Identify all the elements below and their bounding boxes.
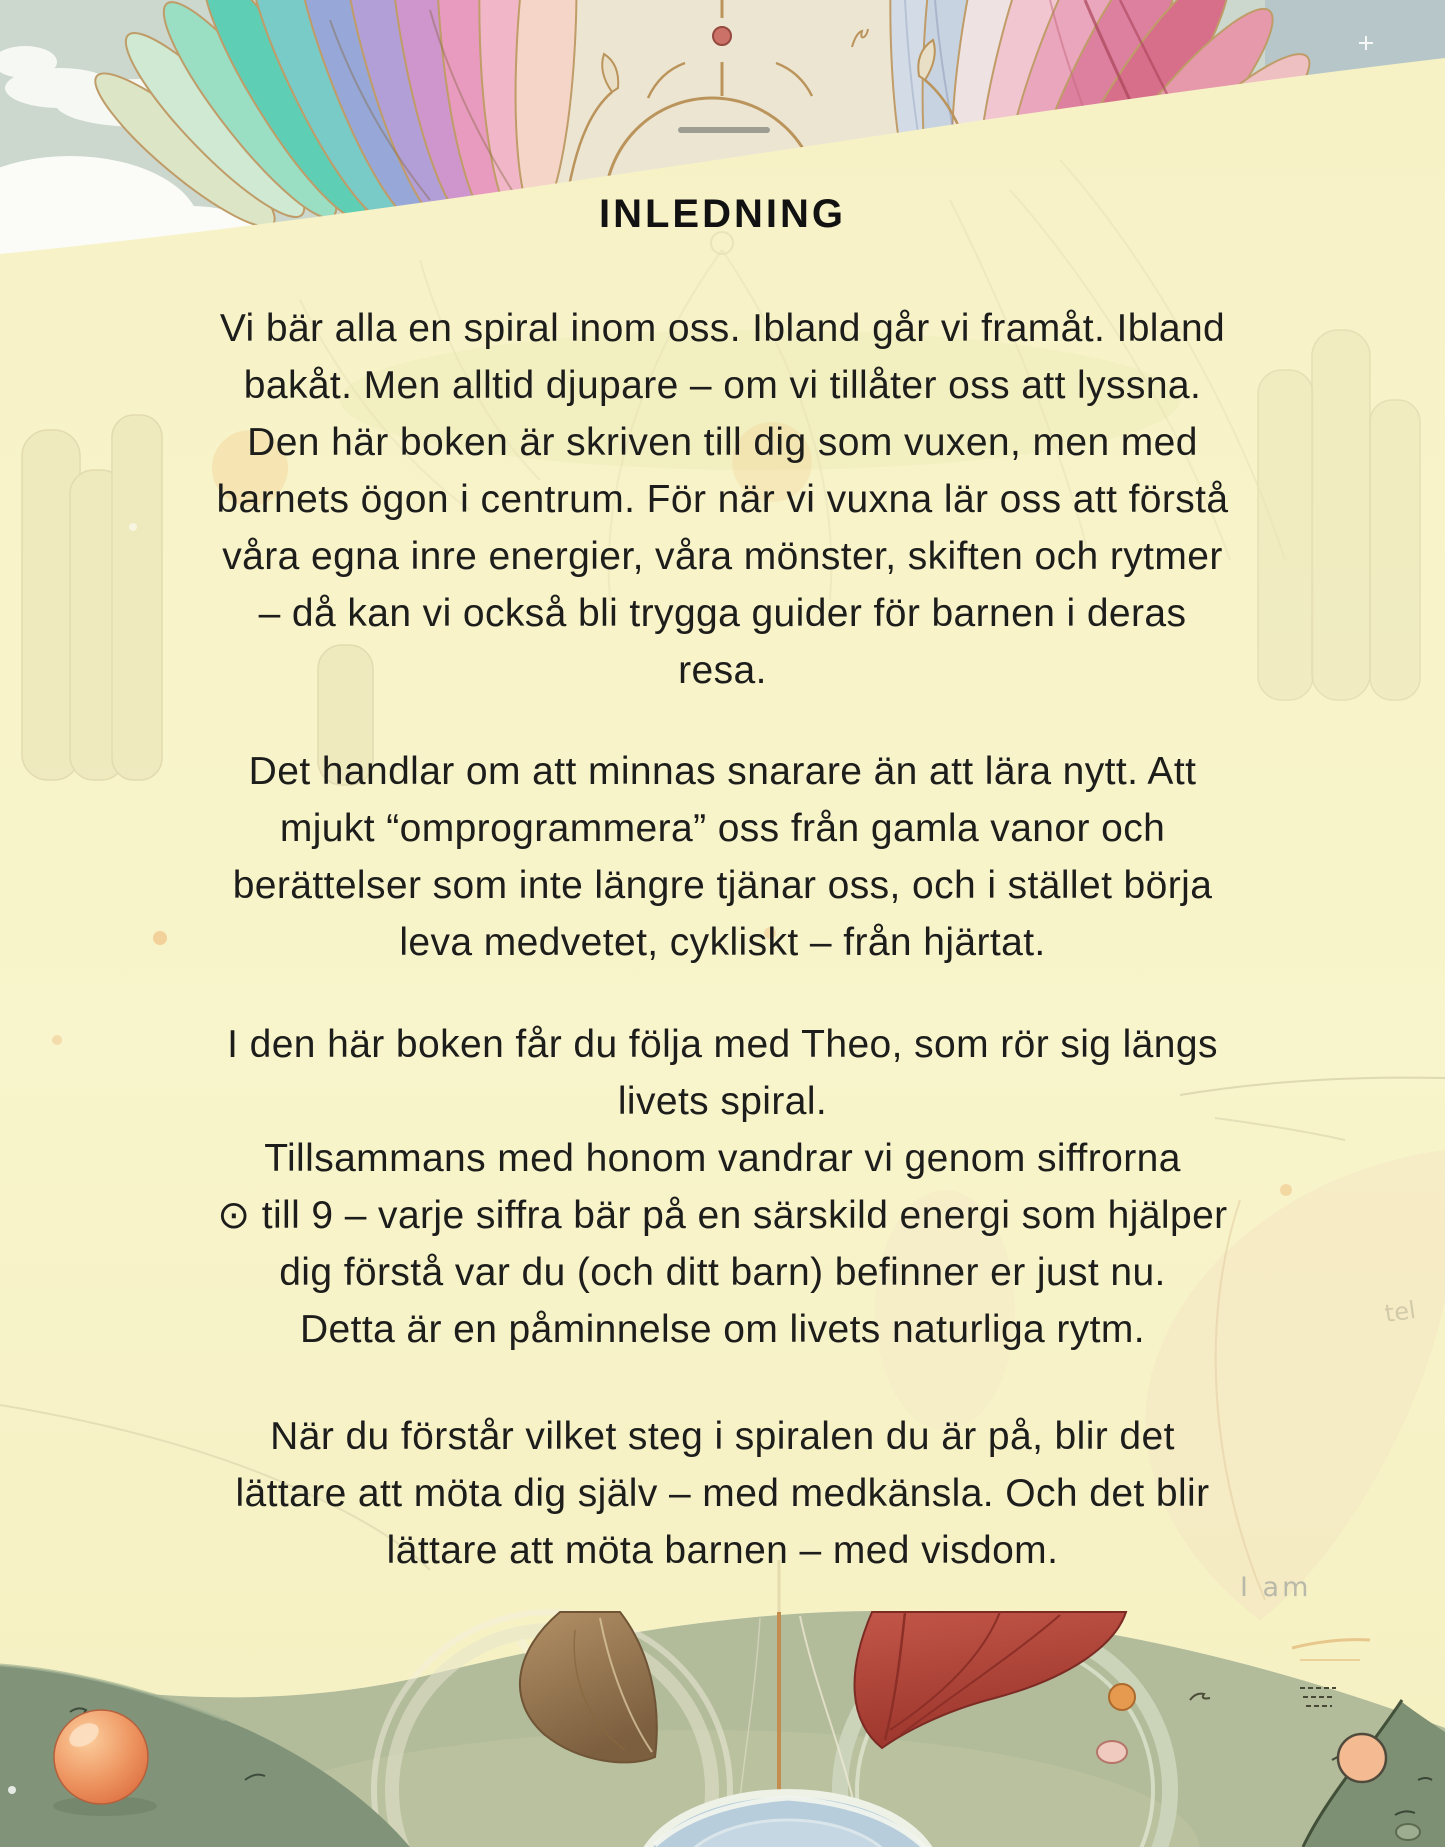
text-line: lättare att möta barnen – med visdom. — [386, 1529, 1059, 1572]
text-line: bakåt. Men alltid djupare – om vi tillåter oss att lyssna. — [243, 364, 1202, 407]
text-line: våra egna inre energier, våra mönster, skiften och rytmer — [222, 535, 1223, 578]
text-line: Detta är en påminnelse om livets naturliga rytm. — [299, 1308, 1146, 1351]
text-line: mjukt “omprogrammera” oss från gamla vanor och — [279, 807, 1166, 850]
paragraph-3 — [53, 1016, 1393, 1358]
text-line: När du förstår vilket steg i spiralen du är på, blir det — [270, 1415, 1175, 1458]
watermark-tel: tel — [1382, 1295, 1418, 1328]
text-line: Det handlar om att minnas snarare än att lära nytt. Att — [248, 750, 1197, 793]
paragraph-2 — [53, 743, 1393, 971]
orange-ball-illustration — [54, 1710, 148, 1804]
text-line: leva medvetet, cykliskt – från hjärtat. — [399, 921, 1046, 964]
text-line: resa. — [678, 649, 767, 692]
paragraph-4 — [53, 1408, 1393, 1579]
text-line: dig förstå var du (och ditt barn) befinner er just nu. — [279, 1251, 1166, 1294]
text-line: Tillsammans med honom vandrar vi genom siffrorna — [264, 1137, 1181, 1180]
text-line: lättare att möta dig själv – med medkänsla. Och det blir — [235, 1472, 1210, 1515]
paragraph-1 — [53, 300, 1393, 699]
text-line: livets spiral. — [617, 1080, 828, 1123]
intro-text — [53, 300, 1393, 1579]
text-line: Den här boken är skriven till dig som vuxen, men med — [247, 421, 1198, 464]
watermark-i-am: I am — [1240, 1572, 1312, 1603]
text-line: – då kan vi också bli trygga guider för barnen i deras — [258, 592, 1187, 635]
page-title: INLEDNING — [599, 192, 846, 236]
text-line: berättelser som inte längre tjänar oss, och i stället börja — [232, 864, 1213, 907]
text-line: ⊙ till 9 – varje siffra bär på en särskild energi som hjälper — [217, 1194, 1228, 1237]
text-line: barnets ögon i centrum. För när vi vuxna lär oss att förstå — [216, 478, 1229, 521]
text-line: Vi bär alla en spiral inom oss. Ibland går vi framåt. Ibland — [219, 307, 1226, 350]
text-line: I den här boken får du följa med Theo, som rör sig längs — [227, 1023, 1218, 1066]
